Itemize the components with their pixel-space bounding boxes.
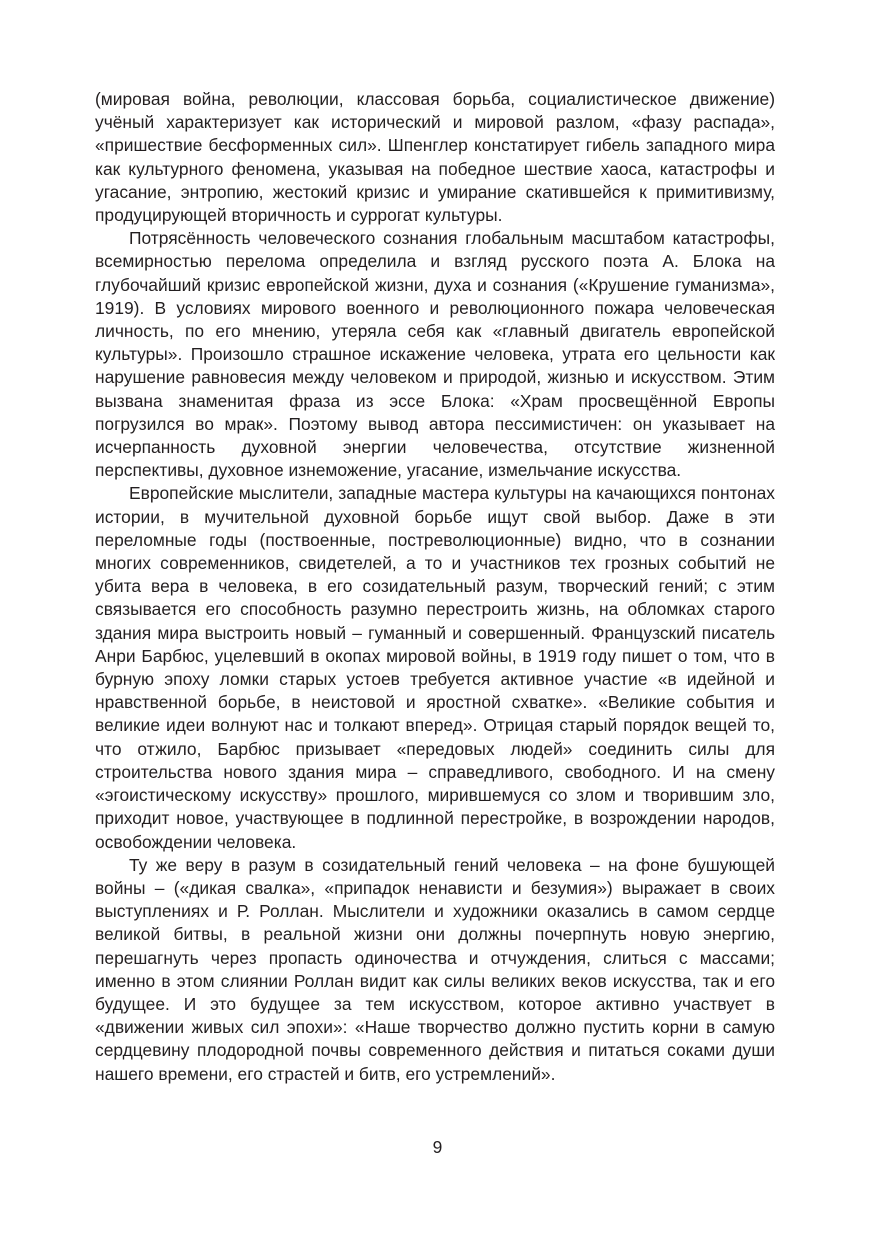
- page-body: [95, 88, 775, 1086]
- page-number: 9: [432, 1137, 443, 1157]
- paragraph-4: Ту же веру в разум в созидательный гений человека – на фоне бушующей войны – («дикая свалка», «припадок ненависти и безумия») выражает в своих выступлениях и Р. Роллан. Мыслители и художники оказались в самом сердце великой битвы, в реальной жизни они должны почерпнуть новую энергию, перешагнуть через пропасть одиночества и отчуждения, слиться с массами; именно в этом слиянии Роллан видит как силы великих веков искусства, так и его будущее. И это будущее за тем искусством, которое активно участвует в «движении живых сил эпохи»: «Наше творчество должно пустить корни в самую сердцевину плодородной почвы современного действия и питаться соками души нашего времени, его страстей и битв, его устремлений».: [95, 854, 775, 1084]
- paragraph-3: Европейские мыслители, западные мастера культуры на качающихся понтонах истории, в мучительной духовной борьбе ищут свой выбор. Даже в эти переломные годы (поствоенные, постреволюционные) видно, что в сознании многих современников, свидетелей, а то и участников тех грозных событий не убита вера в человека, в его созидательный разум, творческий гений; с этим связывается его способность разумно перестроить жизнь, на обломках старого здания мира выстроить новый – гуманный и совершенный. Французский писатель Анри Барбюс, уцелевший в окопах мировой войны, в 1919 году пишет о том, что в бурную эпоху ломки старых устоев требуется активное участие «в идейной и нравственной борьбе, в неистовой и яростной схватке». «Великие события и великие идеи волнуют нас и толкают вперед». Отрицая старый порядок вещей то, что отжило, Барбюс призывает «передовых людей» соединить силы для строительства нового здания мира – справедливого, свободного. И на смену «эгоистическому искусству» прошлого, мирившемуся со злом и творившим зло, приходит новое, участвующее в подлинной перестройке, в возрождении народов, освобождении человека.: [95, 483, 775, 852]
- paragraph-1: (мировая война, революции, классовая борьба, социалистическое движение) учёный характеризует как исторический и мировой разлом, «фазу распада», «пришествие бесформенных сил». Шпенглер констатирует гибель западного мира как культурного феномена, указывая на победное шествие хаоса, катастрофы и угасание, энтропию, жестокий кризис и умирание скатившейся к примитивизму, продуцирующей вторичность и суррогат культуры.: [95, 89, 775, 226]
- paragraph-2: Потрясённость человеческого сознания глобальным масштабом катастрофы, всемирностью перелома определила и взгляд русского поэта А. Блока на глубочайший кризис европейской жизни, духа и сознания («Крушение гуманизма», 1919). В условиях мирового военного и революционного пожара человеческая личность, по его мнению, утеряла себя как «главный двигатель европейской культуры». Произошло страшное искажение человека, утрата его цельности как нарушение равновесия между человеком и природой, жизнью и искусством. Этим вызвана знаменитая фраза из эссе Блока: «Храм просвещённой Европы погрузился во мрак». Поэтому вывод автора пессимистичен: он указывает на исчерпанность духовной энергии человечества, отсутствие жизненной перспективы, духовное изнеможение, угасание, измельчание искусства.: [95, 228, 775, 481]
